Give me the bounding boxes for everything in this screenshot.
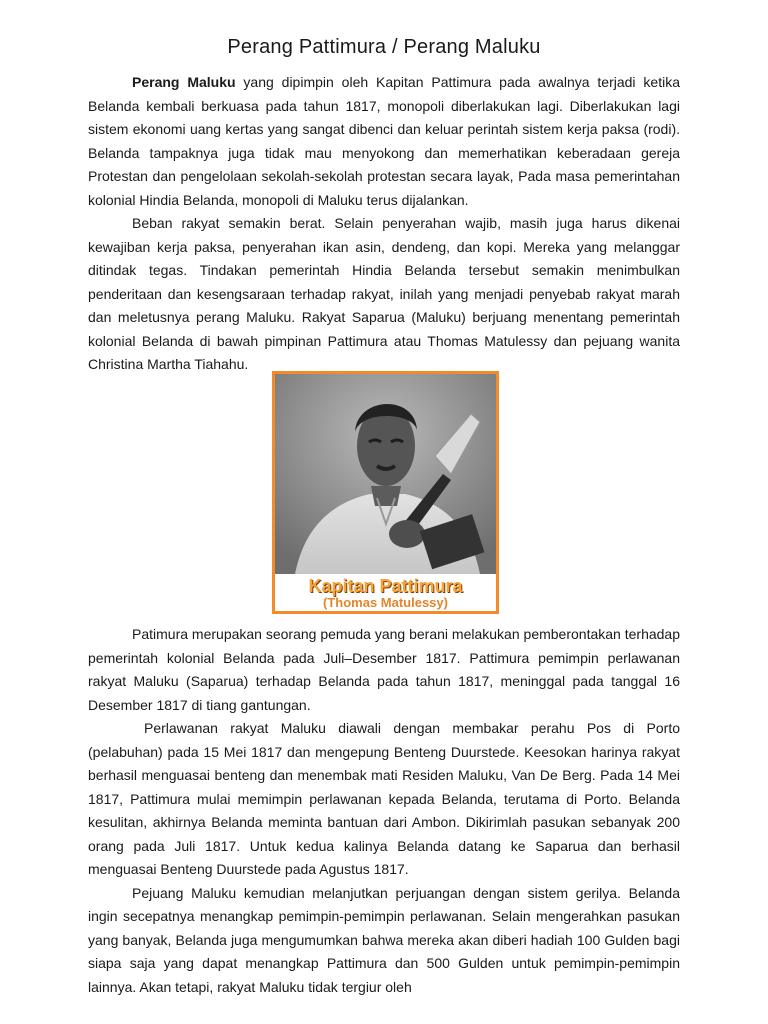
portrait-figure xyxy=(272,371,499,614)
caption-name: Kapitan Pattimura xyxy=(308,576,463,596)
intro-text: yang dipimpin oleh Kapitan Pattimura pada awalnya terjadi ketika Belanda kembali berkuasa pada tahun 1817, monopoli diberlakukan lagi. Diberlakukan lagi sistem ekonomi uang kertas yang sangat dibenci dan keluar perintah sistem kerja paksa (rodi). Belanda tampaknya juga tidak mau menyokong dan memerhatikan keberadaan gereja Protestan dan pengelolaan sekolah-sekolah protestan secara layak, Pada masa pemerintahan kolonial Hindia Belanda, monopoli di Maluku terus dijalankan. xyxy=(88,74,680,208)
portrait-photo xyxy=(275,374,496,574)
text-block-top xyxy=(88,71,680,377)
paragraph-intro xyxy=(88,71,680,212)
intro-bold-term: Perang Maluku xyxy=(132,74,236,90)
portrait-illustration xyxy=(275,374,496,574)
document-title: Perang Pattimura / Perang Maluku xyxy=(227,36,541,58)
caption-alias: (Thomas Matulessy) xyxy=(323,595,448,610)
paragraph-guerrilla: Pejuang Maluku kemudian melanjutkan perjuangan dengan sistem gerilya. Belanda ingin secepatnya menangkap pemimpin-pemimpin perlawanan. Selain mengerahkan pasukan yang banyak, Belanda juga mengumumkan bahwa mereka akan diberi hadiah 100 Gulden bagi siapa saja yang dapat menangkap Pattimura dan 500 Gulden untuk pemimpin-pemimpin lainnya. Akan tetapi, rakyat Maluku tidak tergiur oleh xyxy=(88,884,680,995)
portrait-caption xyxy=(275,574,496,611)
paragraph-resistance: Perlawanan rakyat Maluku diawali dengan membakar perahu Pos di Porto (pelabuhan) pada 15 Mei 1817 dan mengepung Benteng Duurstede. Keesokan harinya rakyat berhasil menguasai benteng dan menembak mati Residen Maluku, Van De Berg. Pada 14 Mei 1817, Pattimura mulai memimpin perlawanan kepada Belanda, terutama di Porto. Belanda kesulitan, akhirnya Belanda meminta bantuan dari Ambon. Dikirimlah pasukan sebanyak 200 orang pada Juli 1817. Untuk kedua kalinya Belanda datang ke Saparua dan berhasil menguasai Benteng Duurstede pada Agustus 1817. xyxy=(88,720,680,877)
paragraph-burden: Beban rakyat semakin berat. Selain penyerahan wajib, masih juga harus dikenai kewajiban kerja paksa, penyerahan ikan asin, dendeng, dan kopi. Mereka yang melanggar ditindak tegas. Tindakan pemerintah Hindia Belanda tersebut semakin menimbulkan penderitaan dan kesengsaraan terhadap rakyat, inilah yang menjadi penyebab rakyat marah dan meletusnya perang Maluku. Rakyat Saparua (Maluku) berjuang menentang pemerintah kolonial Belanda di bawah pimpinan Pattimura atau Thomas Matulessy dan pejuang wanita Christina Martha Tiahahu. xyxy=(88,215,680,372)
paragraph-pattimura: Patimura merupakan seorang pemuda yang berani melakukan pemberontakan terhadap pemerintah kolonial Belanda pada Juli–Desember 1817. Pattimura pemimpin perlawanan rakyat Maluku (Saparua) terhadap Belanda pada tahun 1817, meninggal pada tanggal 16 Desember 1817 di tiang gantungan. xyxy=(88,626,680,713)
text-block-bottom xyxy=(88,623,680,999)
